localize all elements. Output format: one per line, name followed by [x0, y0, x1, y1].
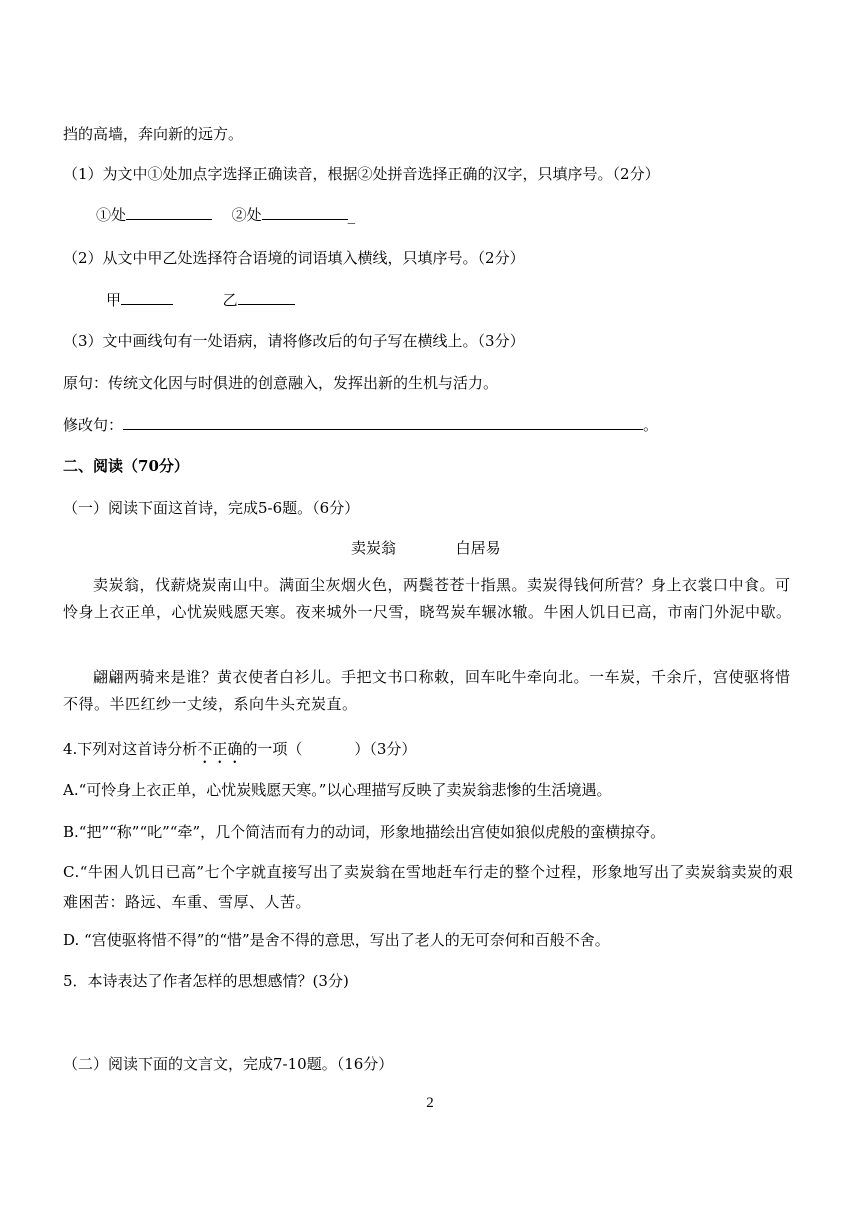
revised-label: 修改句： [63, 416, 124, 434]
question-4-close: ）（3分） [354, 740, 417, 758]
question-4-prefix: 4.下列对这首诗分析 [63, 740, 198, 758]
option-b: B.“把”“称”“叱”“牵”，几个简洁而有力的动词，形象地描绘出宫使如狼似虎般的蛮横掠夺。 [63, 823, 666, 841]
jia-label: 甲 [106, 291, 122, 309]
option-a: A.“可怜身上衣正单，心忧炭贱愿天寒。”以心理描写反映了卖炭翁悲惨的生活境遇。 [63, 781, 612, 799]
option-c: C.“牛困人饥日已高”七个字就直接写出了卖炭翁在雪地赶车行走的整个过程，形象地写出了卖炭翁卖炭的艰难困苦：路远、车重、雪厚、人苦。 [63, 863, 794, 911]
blank-2-line[interactable] [262, 205, 348, 220]
poem-title-line [351, 538, 501, 558]
part-1-instruction: （一）阅读下面这首诗，完成5-6题。（6分） [63, 499, 360, 517]
revised-sentence [63, 415, 658, 435]
jia-blank-line[interactable] [121, 290, 173, 305]
revised-end: 。 [643, 416, 659, 434]
question-1: （1）为文中①处加点字选择正确读音，根据②处拼音选择正确的汉字，只填序号。（2分） [63, 165, 660, 183]
yi-blank-line[interactable] [238, 290, 295, 305]
question-5: 5．本诗表达了作者怎样的思想感情？(3分) [63, 972, 349, 990]
poem-author: 白居易 [455, 539, 501, 557]
blank-2-suffix: _ [347, 206, 356, 224]
section-2-heading: 二、阅读（70分） [63, 457, 189, 475]
question-1-answers [96, 205, 355, 225]
question-4-emphasis: 不正确 [197, 740, 243, 758]
poem-title: 卖炭翁 [351, 539, 397, 557]
blank-1-line[interactable] [126, 205, 212, 220]
question-3: （3）文中画线句有一处语病，请将修改后的句子写在横线上。（3分） [63, 332, 525, 350]
question-2-answers [106, 290, 295, 310]
question-2: （2）从文中甲乙处选择符合语境的词语填入横线，只填序号。（2分） [63, 249, 525, 267]
intro-line: 挡的高墙，奔向新的远方。 [63, 125, 244, 143]
option-d: D. “宫使驱将惜不得”的“惜”是舍不得的意思，写出了老人的无可奈何和百般不舍。 [63, 931, 610, 949]
original-sentence: 原句：传统文化因与时俱进的创意融入，发挥出新的生机与活力。 [63, 374, 499, 392]
part-2-instruction: （二）阅读下面的文言文，完成7-10题。（16分） [63, 1055, 394, 1073]
blank-2-label: ②处 [231, 206, 262, 224]
yi-label: 乙 [222, 291, 238, 309]
revised-blank-line[interactable] [123, 415, 643, 430]
question-4 [63, 739, 416, 767]
poem-paragraph-1: 卖炭翁，伐薪烧炭南山中。满面尘灰烟火色，两鬓苍苍十指黑。卖炭得钱何所营？身上衣裳口中食。可怜身上衣正单，心忧炭贱愿天寒。夜来城外一尺雪，晓驾炭车辗冰辙。牛困人饥日已高，市南门外泥中歇。 [63, 576, 792, 621]
question-4-suffix: 的一项（ [242, 740, 303, 758]
page-number: 2 [426, 1095, 434, 1111]
poem-paragraph-2: 翩翩两骑来是谁？黄衣使者白衫儿。手把文书口称敕，回车叱牛牵向北。一车炭，千余斤，宫使驱将惜不得。半匹红纱一丈绫，系向牛头充炭直。 [63, 668, 791, 713]
blank-1-label: ①处 [96, 206, 127, 224]
